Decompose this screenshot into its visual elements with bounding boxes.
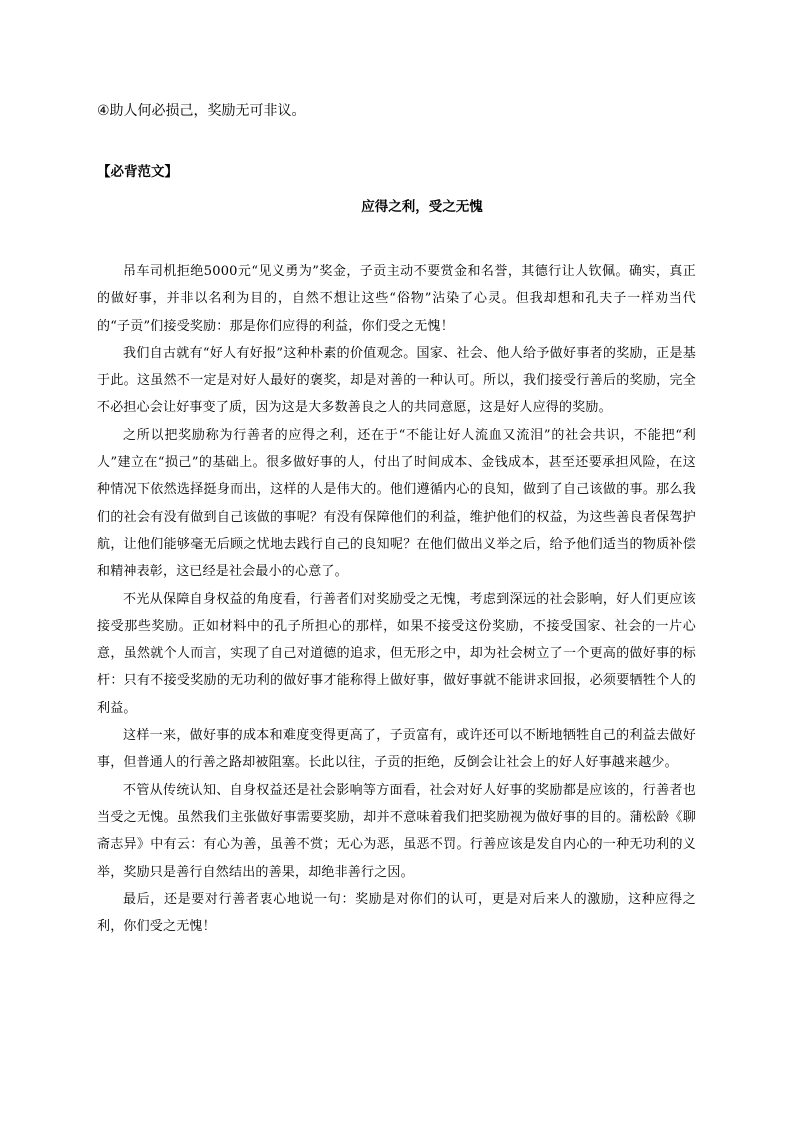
essay-paragraph: 我们自古就有“好人有好报”这种朴素的价值观念。国家、社会、他人给予做好事者的奖励，正是基于此。这虽然不一定是对好人最好的褒奖，却是对善的一种认可。所以，我们接受行善后的奖励，完全不必担心会让好事变了质，因为这是大多数善良之人的共同意愿，这是好人应得的奖励。 — [97, 345, 696, 416]
essay-paragraph: 不光从保障自身权益的角度看，行善者们对奖励受之无愧，考虑到深远的社会影响，好人们更应该接受那些奖励。正如材料中的孔子所担心的那样，如果不接受这份奖励，不接受国家、社会的一片心意，虽然就个人而言，实现了自己对道德的追求，但无形之中，却为社会树立了一个更高的做好事的标杆：只有不接受奖励的无功利的做好事才能称得上做好事，做好事就不能讲求回报，必须要牺牲个人的利益。 — [97, 591, 696, 716]
essay-paragraph: 最后，还是要对行善者衷心地说一句：奖励是对你们的认可，更是对后来人的激励，这种应得之利，你们受之无愧！ — [97, 891, 696, 935]
essay-paragraph: 这样一来，做好事的成本和难度变得更高了，子贡富有，或许还可以不断地牺牲自己的利益去做好事，但普通人的行善之路却被阻塞。长此以往，子贡的拒绝，反倒会让社会上的好人好事越来越少。 — [97, 728, 696, 771]
essay-paragraph: 不管从传统认知、自身权益还是社会影响等方面看，社会对好人好事的奖励都是应该的，行善者也当受之无愧。虽然我们主张做好事需要奖励，却并不意味着我们把奖励视为做好事的目的。蒲松龄《聊斋志异》中有云：有心为善，虽善不赏；无心为恶，虽恶不罚。行善应该是发自内心的一种无功利的义举，奖励只是善行自然结出的善果，却绝非善行之因。 — [97, 782, 696, 880]
essay-title: 应得之利，受之无愧 — [361, 199, 483, 215]
section-heading: 【必背范文】 — [97, 164, 178, 180]
argument-point: ④助人何必损己，奖励无可非议。 — [97, 103, 306, 119]
essay-paragraph: 之所以把奖励称为行善者的应得之利，还在于“不能让好人流血又流泪”的社会共识，不能把“利人”建立在“损己”的基础上。很多做好事的人，付出了时间成本、金钱成本，甚至还要承担风险，在这种情况下依然选择挺身而出，这样的人是伟大的。他们遵循内心的良知，做到了自己该做的事。那么我们的社会有没有做到自己该做的事呢？有没有保障他们的利益，维护他们的权益，为这些善良者保驾护航，让他们能够毫无后顾之忧地去践行自己的良知呢？在他们做出义举之后，给予他们适当的物质补偿和精神表彰，这已经是社会最小的心意了。 — [97, 427, 696, 580]
essay-paragraph: 吊车司机拒绝5000元“见义勇为”奖金，子贡主动不要赏金和名誉，其德行让人钦佩。确实，真正的做好事，并非以名利为目的，自然不想让这些“俗物”沾染了心灵。但我却想和孔夫子一样劝当代的“子贡”们接受奖励：那是你们应得的利益，你们受之无愧！ — [97, 264, 696, 334]
essay-body — [97, 258, 696, 940]
